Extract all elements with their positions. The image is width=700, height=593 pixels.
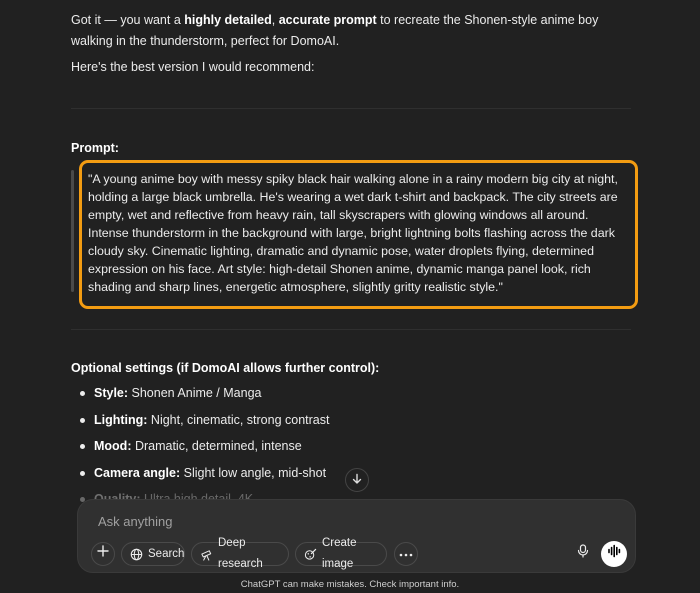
create-image-label: Create image bbox=[322, 537, 357, 570]
bullet bbox=[80, 444, 85, 449]
voice-wave-icon bbox=[607, 544, 621, 565]
divider bbox=[71, 329, 631, 330]
intro-bold-1: highly detailed bbox=[184, 13, 272, 27]
bullet bbox=[80, 418, 85, 423]
globe-icon bbox=[130, 547, 143, 561]
intro-text-mid: , bbox=[271, 13, 279, 27]
bullet bbox=[80, 391, 85, 396]
deep-research-button[interactable] bbox=[191, 537, 289, 570]
intro-paragraph bbox=[71, 10, 631, 52]
arrow-down-icon bbox=[351, 470, 363, 491]
message-input[interactable] bbox=[96, 510, 570, 532]
setting-key: Camera angle: bbox=[94, 465, 181, 480]
setting-key: Style: bbox=[94, 386, 129, 400]
intro-text: Got it — you want a bbox=[71, 13, 185, 27]
blockquote-bar bbox=[71, 170, 74, 292]
more-tools-button[interactable] bbox=[394, 542, 418, 566]
image-brush-icon bbox=[304, 547, 317, 561]
voice-mode-button[interactable] bbox=[601, 541, 627, 567]
search-button[interactable] bbox=[121, 542, 185, 566]
composer bbox=[77, 499, 636, 573]
list-item bbox=[71, 433, 611, 460]
divider bbox=[71, 108, 631, 109]
mic-icon bbox=[577, 544, 589, 565]
setting-value: Night, cinematic, strong contrast bbox=[147, 412, 330, 427]
deep-research-label: Deep research bbox=[218, 537, 263, 570]
bullet bbox=[80, 471, 85, 476]
telescope-icon bbox=[200, 547, 213, 561]
scroll-to-bottom-button[interactable] bbox=[345, 468, 369, 492]
setting-value: Shonen Anime / Manga bbox=[128, 386, 262, 400]
list-item bbox=[71, 380, 611, 407]
settings-list bbox=[71, 380, 611, 513]
prompt-heading: Prompt: bbox=[71, 141, 119, 155]
plus-icon bbox=[97, 544, 109, 565]
setting-key: Lighting: bbox=[94, 412, 148, 427]
setting-value: Dramatic, determined, intense bbox=[131, 439, 302, 453]
setting-value: Slight low angle, mid-shot bbox=[180, 465, 327, 480]
dictate-button[interactable] bbox=[571, 542, 595, 566]
create-image-button[interactable] bbox=[295, 537, 387, 570]
list-item bbox=[71, 460, 611, 487]
disclaimer-footer: ChatGPT can make mistakes. Check important info. bbox=[240, 579, 460, 590]
setting-key: Mood: bbox=[94, 439, 132, 453]
list-item bbox=[71, 407, 611, 434]
settings-heading: Optional settings (if DomoAI allows further control): bbox=[71, 361, 380, 375]
recommend-text: Here's the best version I would recommend: bbox=[71, 60, 315, 74]
add-attachment-button[interactable] bbox=[91, 542, 115, 566]
more-icon bbox=[399, 544, 413, 565]
prompt-text: "A young anime boy with messy spiky black hair walking alone in a rainy modern big city at night, holding a large black umbrella. He's wearing a wet dark t-shirt and backpack. The city streets are empty, wet and reflective from heavy rain, tall skyscrapers with glowing windows all around. Intense thunderstorm in the background with large, bright lightning bolts flashing across the dark cloudy sky. Cinematic lighting, dramatic and dynamic pose, water droplets flying, determined expression on his face. Art style: high-detail Shonen anime, dynamic manga panel look, rich shading and sharp lines, energetic atmosphere, slightly gritty realistic style." bbox=[88, 172, 618, 294]
assistant-message bbox=[71, 10, 631, 78]
intro-bold-2: accurate prompt bbox=[278, 13, 377, 27]
search-label: Search bbox=[148, 547, 185, 560]
prompt-highlight-box bbox=[79, 160, 638, 309]
intro-text-end: to recreate the Shonen-style anime boy walking in the thunderstorm, perfect for DomoAI. bbox=[71, 13, 599, 48]
